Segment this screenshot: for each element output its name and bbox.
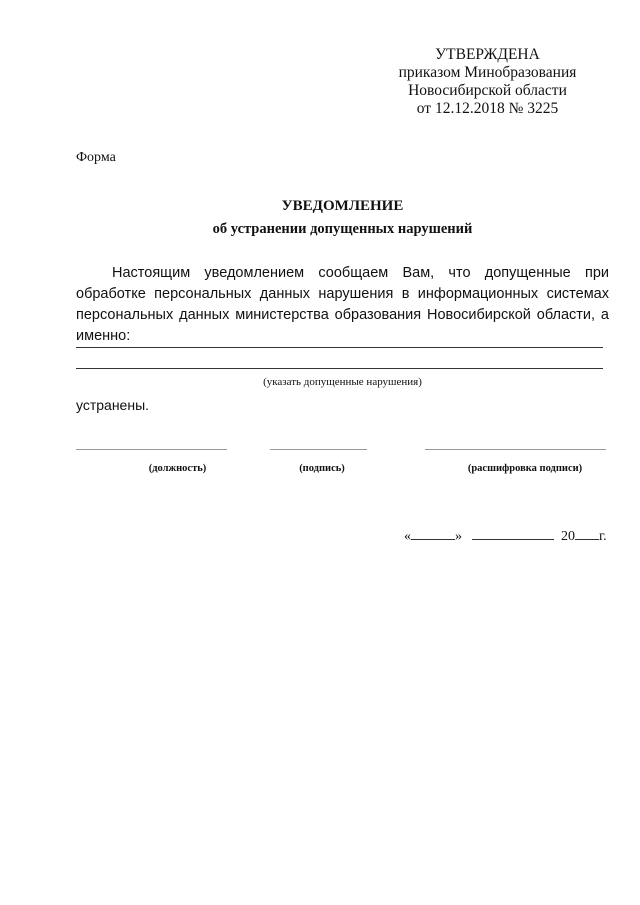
- decoding-line[interactable]: [425, 449, 606, 450]
- approved-date-line: от 12.12.2018 № 3225: [416, 100, 559, 117]
- approval-stamp: [360, 46, 615, 118]
- violations-caption: (указать допущенные нарушения): [263, 376, 422, 388]
- approved-title: УТВЕРЖДЕНА: [435, 46, 540, 63]
- approved-region-line: Новосибирской области: [408, 82, 567, 99]
- approved-order-line: приказом Минобразования: [398, 64, 577, 81]
- violations-line-2[interactable]: [76, 368, 603, 369]
- body-paragraph: Настоящим уведомлением сообщаем Вам, что допущенные при обработке персональных данных нарушения в информационных системах персональных данных министерства образования Новосибирской области, а именно:: [76, 265, 609, 344]
- document-subtitle: об устранении допущенных нарушений: [212, 221, 473, 237]
- document-title: УВЕДОМЛЕНИЕ: [281, 198, 404, 214]
- day-blank[interactable]: [411, 527, 455, 540]
- violations-line-1[interactable]: [76, 347, 603, 348]
- fixed-text: устранены.: [76, 397, 150, 413]
- date-close-quote: »: [455, 529, 462, 544]
- position-line[interactable]: [76, 449, 227, 450]
- signature-line[interactable]: [270, 449, 367, 450]
- date-open-quote: «: [404, 529, 411, 544]
- signature-caption: (подпись): [299, 463, 345, 474]
- decoding-caption: (расшифровка подписи): [467, 463, 583, 474]
- date-row: [404, 527, 607, 545]
- month-blank[interactable]: [472, 527, 554, 540]
- year-suffix: г.: [599, 529, 607, 544]
- position-caption: (должность): [148, 463, 207, 474]
- year-prefix: 20: [561, 529, 575, 544]
- form-label: Форма: [76, 150, 116, 165]
- year-blank[interactable]: [575, 527, 599, 540]
